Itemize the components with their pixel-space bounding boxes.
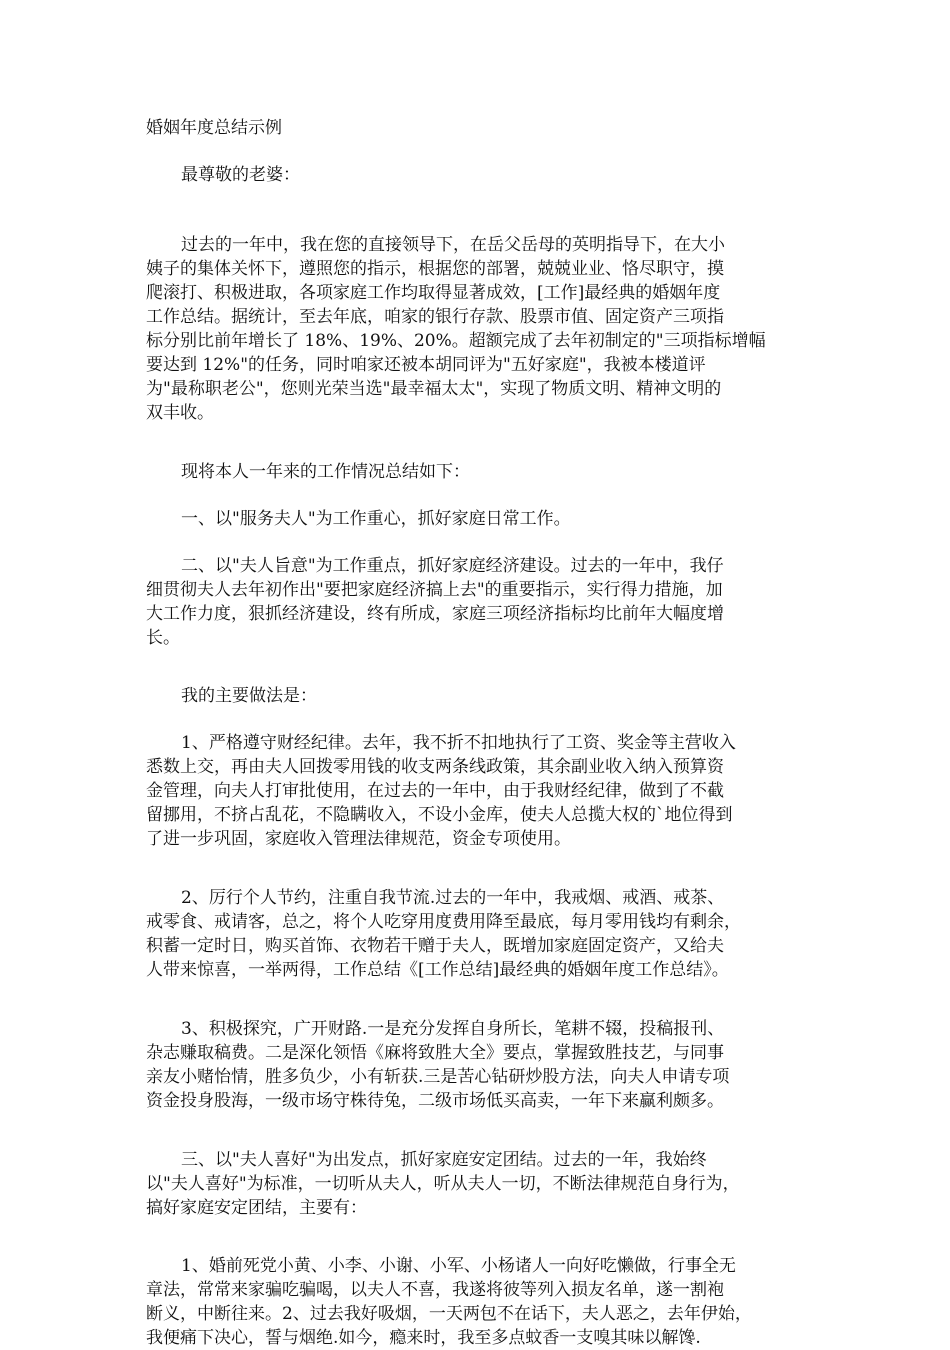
paragraph-line: 资金投身股海，一级市场守株待兔，二级市场低买高卖，一年下来赢利颇多。	[146, 1091, 724, 1111]
paragraph-line: 工作总结。据统计，至去年底，咱家的银行存款、股票市值、固定资产三项指	[146, 307, 724, 327]
paragraph-line: 三、以"夫人喜好"为出发点，抓好家庭安定团结。过去的一年，我始终	[181, 1150, 707, 1170]
salutation: 最尊敬的老婆：	[181, 165, 300, 185]
paragraph-line: 我便痛下决心，誓与烟绝.如今，瘾来时，我至多点蚊香一支嗅其味以解馋.	[146, 1328, 701, 1348]
document-title: 婚姻年度总结示例	[146, 118, 282, 138]
paragraph-line: 以"夫人喜好"为标准，一切听从夫人，听从夫人一切，不断法律规范自身行为，	[146, 1174, 740, 1194]
paragraph-line: 爬滚打、积极进取，各项家庭工作均取得显著成效，[工作]最经典的婚姻年度	[146, 283, 721, 303]
paragraph-line: 戒零食、戒请客，总之，将个人吃穿用度费用降至最底，每月零用钱均有剩余，	[146, 912, 741, 932]
paragraph-line: 大工作力度，狠抓经济建设，终有所成，家庭三项经济指标均比前年大幅度增	[146, 604, 724, 624]
paragraph-line: 标分别比前年增长了 18%、19%、20%。超额完成了去年初制定的"三项指标增幅	[146, 331, 766, 351]
paragraph-line: 二、以"夫人旨意"为工作重点，抓好家庭经济建设。过去的一年中，我仔	[181, 556, 724, 576]
paragraph-line: 3、积极探究，广开财路.一是充分发挥自身所长，笔耕不辍，投稿报刊、	[181, 1019, 725, 1039]
paragraph-line: 细贯彻夫人去年初作出"要把家庭经济搞上去"的重要指示，实行得力措施，加	[146, 580, 723, 600]
paragraph-line: 留挪用，不挤占乱花，不隐瞒收入，不设小金库，使夫人总揽大权的`地位得到	[146, 805, 733, 825]
paragraph-line: 亲友小赌怡情，胜多负少，小有斩获.三是苦心钻研炒股方法，向夫人申请专项	[146, 1067, 730, 1087]
paragraph-line: 现将本人一年来的工作情况总结如下：	[181, 462, 470, 482]
paragraph-line: 人带来惊喜，一举两得，工作总结《[工作总结]最经典的婚姻年度工作总结》。	[146, 960, 729, 980]
paragraph-line: 断义，中断往来。2、过去我好吸烟，一天两包不在话下，夫人恶之，去年伊始，	[146, 1304, 752, 1324]
paragraph-line: 了进一步巩固，家庭收入管理法律规范，资金专项使用。	[146, 829, 571, 849]
paragraph-line: 长。	[146, 628, 180, 648]
paragraph-line: 为"最称职老公"，您则光荣当选"最幸福太太"，实现了物质文明、精神文明的	[146, 379, 722, 399]
paragraph-line: 双丰收。	[146, 403, 214, 423]
paragraph-line: 2、厉行个人节约，注重自我节流.过去的一年中，我戒烟、戒酒、戒茶、	[181, 888, 725, 908]
paragraph-line: 我的主要做法是：	[181, 686, 317, 706]
paragraph-line: 1、婚前死党小黄、小李、小谢、小军、小杨诸人一向好吃懒做，行事全无	[181, 1256, 736, 1276]
paragraph-line: 金管理，向夫人打审批使用，在过去的一年中，由于我财经纪律，做到了不截	[146, 781, 724, 801]
paragraph-line: 要达到 12%"的任务，同时咱家还被本胡同评为"五好家庭"，我被本楼道评	[146, 355, 706, 375]
paragraph-line: 过去的一年中，我在您的直接领导下，在岳父岳母的英明指导下，在大小	[181, 235, 725, 255]
paragraph-line: 一、以"服务夫人"为工作重心，抓好家庭日常工作。	[181, 509, 571, 529]
paragraph-line: 杂志赚取稿费。二是深化领悟《麻将致胜大全》要点，掌握致胜技艺，与同事	[146, 1043, 724, 1063]
paragraph-line: 悉数上交，再由夫人回拨零用钱的收支两条线政策，其余副业收入纳入预算资	[146, 757, 724, 777]
paragraph-line: 搞好家庭安定团结，主要有：	[146, 1198, 367, 1218]
paragraph-line: 积蓄一定时日，购买首饰、衣物若干赠于夫人，既增加家庭固定资产，又给夫	[146, 936, 724, 956]
paragraph-line: 章法，常常来家骗吃骗喝，以夫人不喜，我遂将彼等列入损友名单，遂一割袍	[146, 1280, 724, 1300]
paragraph-line: 1、严格遵守财经纪律。去年，我不折不扣地执行了工资、奖金等主营收入	[181, 733, 736, 753]
paragraph-line: 姨子的集体关怀下，遵照您的指示，根据您的部署，兢兢业业、恪尽职守，摸	[146, 259, 724, 279]
